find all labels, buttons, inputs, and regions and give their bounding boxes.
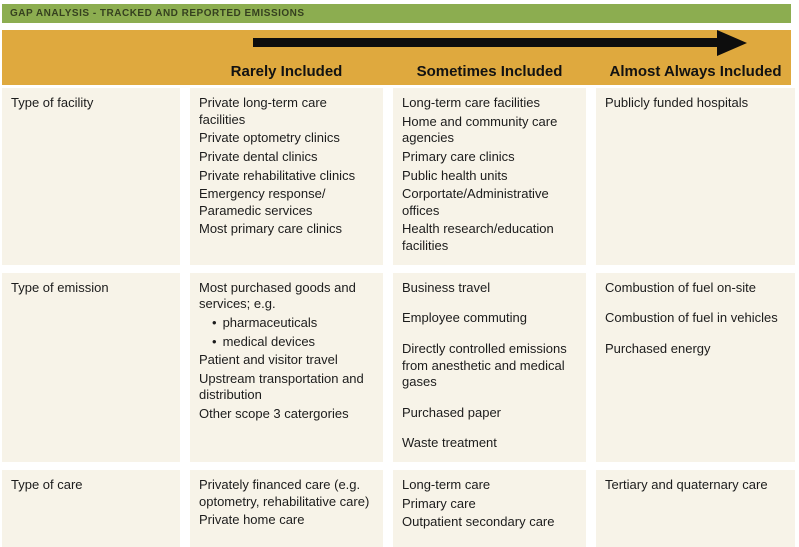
cell-sometimes <box>393 470 586 547</box>
table-header <box>2 30 791 85</box>
cell-item: Combustion of fuel in vehicles <box>605 310 778 326</box>
cell-rarely <box>190 88 383 265</box>
cell-item: Upstream transportation and distribution <box>199 370 364 403</box>
bullet-item-label: medical devices <box>222 333 316 349</box>
cell-item: Employee commuting <box>402 310 527 326</box>
cell-item: Purchased paper <box>402 404 502 420</box>
arrow-head <box>717 30 747 56</box>
cell-item: Primary care <box>402 495 476 511</box>
cell-item: Purchased energy <box>605 340 711 356</box>
cell-item: Primary care clinics <box>402 148 515 164</box>
column-header-rarely: Rarely Included <box>230 63 343 80</box>
cell-item: Corportate/Administrative offices <box>402 186 549 218</box>
cell-item: Patient and visitor travel <box>199 352 338 368</box>
cell-item: Directly controlled emissions from anesthetic and medical gases <box>402 340 567 390</box>
cell-item: Health research/education facilities <box>402 221 554 253</box>
column-header-spacer <box>2 63 180 80</box>
cell-item: Tertiary and quaternary care <box>605 477 768 492</box>
arrow-shaft <box>253 38 717 47</box>
cell-item: Emergency response/ Paramedic services <box>199 186 326 218</box>
cell-item: Publicly funded hospitals <box>605 95 749 110</box>
cell-item: Private long-term care facilities <box>199 95 327 127</box>
cell-almost-always <box>596 470 795 547</box>
row-label: Type of care <box>2 470 180 547</box>
bullet-item <box>199 315 375 332</box>
column-header-almost-always: Almost Always Included <box>609 63 782 80</box>
cell-item: Other scope 3 catergories <box>199 406 349 421</box>
cell-item: Most purchased goods and services; e.g. <box>199 279 356 312</box>
cell-rarely <box>190 273 383 462</box>
bullet-item-label: pharmaceuticals <box>222 314 318 330</box>
cell-item: Private dental clinics <box>199 148 318 164</box>
table-body <box>2 88 795 547</box>
cell-item: Long-term care <box>402 477 491 492</box>
cell-item: Home and community care agencies <box>402 113 558 146</box>
cell-item: Combustion of fuel on-site <box>605 279 757 295</box>
cell-item: Private optometry clinics <box>199 130 340 146</box>
cell-sometimes <box>393 273 586 462</box>
cell-almost-always <box>596 88 795 265</box>
cell-item: Long-term care facilities <box>402 95 540 110</box>
cell-almost-always <box>596 273 795 462</box>
bullet-icon: • <box>212 333 217 349</box>
bullet-icon: • <box>212 314 217 330</box>
cell-rarely <box>190 470 383 547</box>
cell-item: Public health units <box>402 167 508 183</box>
bullet-item <box>199 334 375 351</box>
cell-item: Business travel <box>402 279 491 295</box>
row-label: Type of emission <box>2 273 180 462</box>
column-headers <box>2 63 791 80</box>
cell-sometimes <box>393 88 586 265</box>
cell-item: Private home care <box>199 512 305 528</box>
column-header-sometimes: Sometimes Included <box>416 63 563 80</box>
row-label: Type of facility <box>2 88 180 265</box>
cell-item: Waste treatment <box>402 435 497 451</box>
banner <box>2 4 791 23</box>
cell-item: Outpatient secondary care <box>402 514 555 530</box>
cell-item: Private rehabilitative clinics <box>199 167 356 183</box>
cell-item: Most primary care clinics <box>199 221 343 237</box>
right-arrow-icon <box>253 30 747 55</box>
banner-title: GAP ANALYSIS - TRACKED AND REPORTED EMISSIONS <box>10 8 305 19</box>
cell-item: Privately financed care (e.g. optometry, rehabilitative care) <box>199 477 370 509</box>
